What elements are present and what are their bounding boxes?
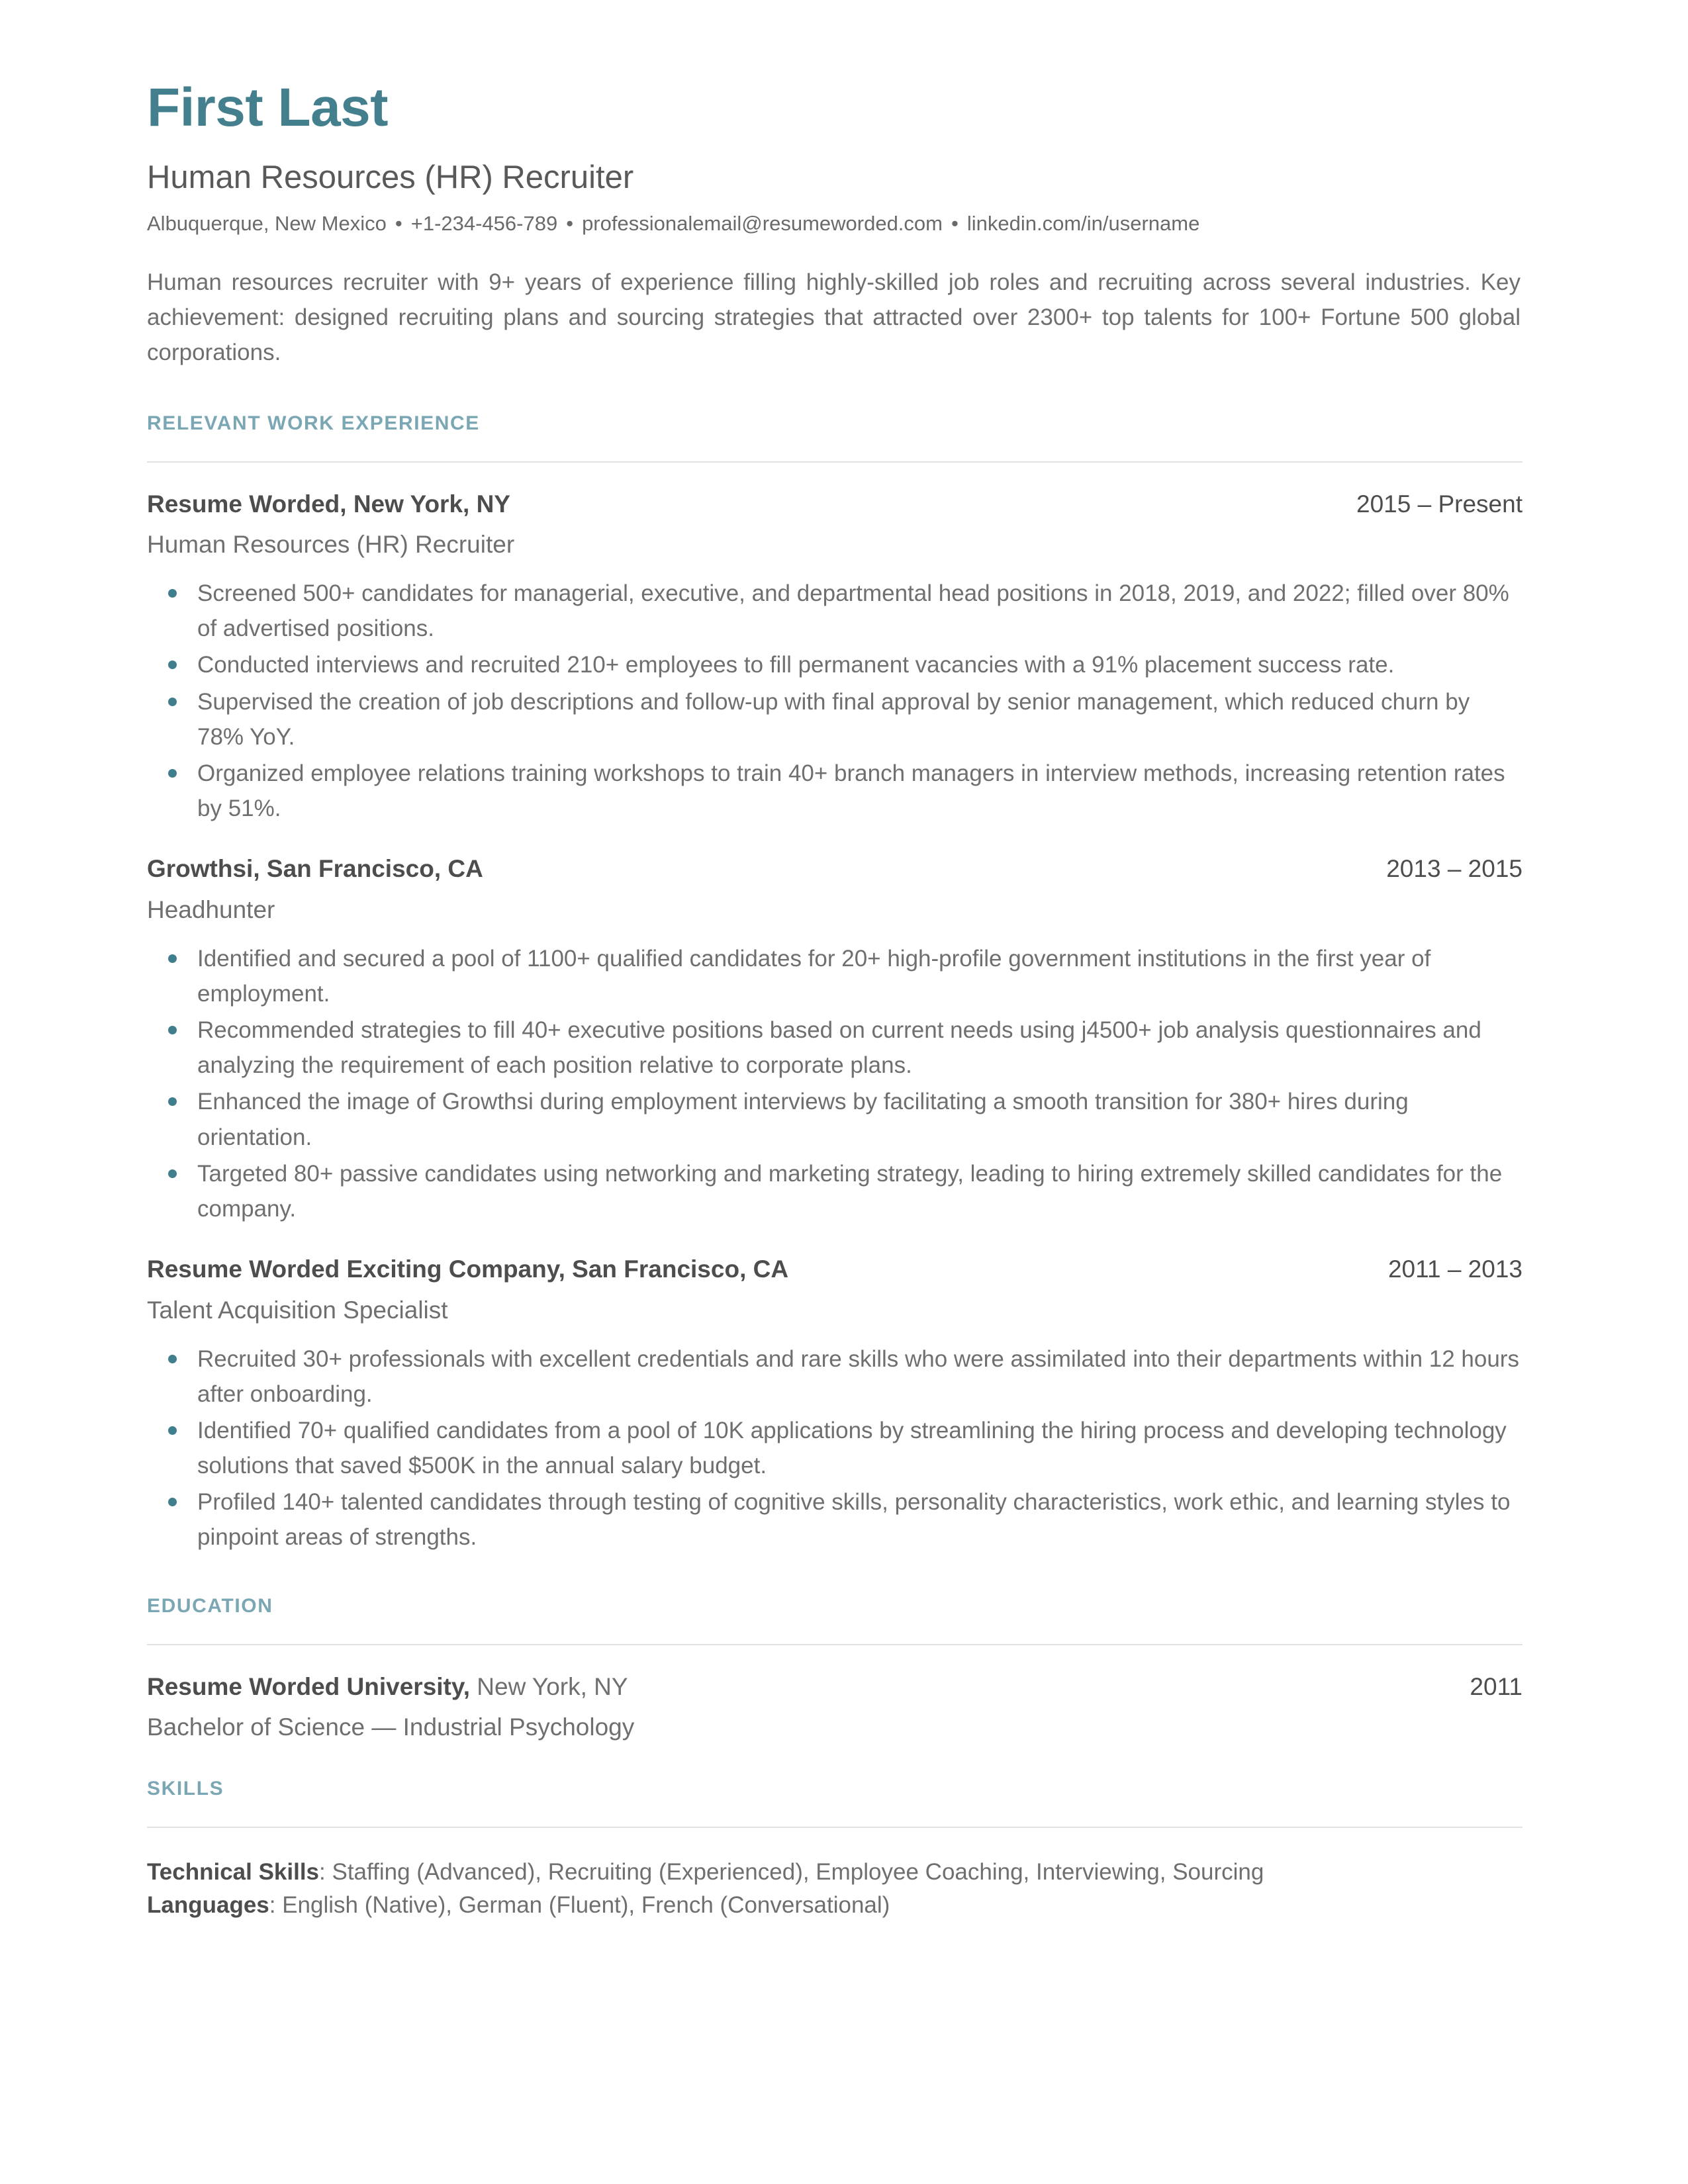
- experience-bullet-list: [147, 924, 1523, 1227]
- experience-company: Growthsi, San Francisco, CA: [147, 855, 483, 883]
- candidate-headline: Human Resources (HR) Recruiter: [147, 159, 634, 195]
- education-school: [147, 1674, 628, 1701]
- experience-company: Resume Worded Exciting Company, San Francisco, CA: [147, 1255, 789, 1283]
- bullet-dot-icon: [168, 1355, 177, 1363]
- experience-bullet-text: Enhanced the image of Growthsi during employment interviews by facilitating a smooth transition for 380+ hires during orientation.: [197, 1089, 1409, 1150]
- professional-summary: Human resources recruiter with 9+ years of experience filling highly-skilled job roles and recruiting across several industries. Key achievement: designed recruiting plans and sourcing strategies that attracted over 2300+ top talents for 100+ Fortune 500 global corporations.: [147, 269, 1521, 366]
- experience-bullet-text: Recommended strategies to fill 40+ executive positions based on current needs using j4500+ job analysis questionnaires and analyzing the requirement of each position relative to corporate plans.: [197, 1017, 1481, 1079]
- bullet-dot-icon: [168, 660, 177, 669]
- experience-bullet-list: [147, 1324, 1523, 1555]
- education-school-location: New York, NY: [470, 1672, 628, 1700]
- experience-bullet: [147, 1413, 1521, 1483]
- experience-bullet-text: Profiled 140+ talented candidates through testing of cognitive skills, personality characteristics, work ethic, and learning styles to pinpoint areas of strengths.: [197, 1489, 1511, 1551]
- experience-bullet: [147, 756, 1521, 826]
- skill-row: [147, 1889, 1523, 1922]
- experience-bullet-text: Conducted interviews and recruited 210+ employees to fill permanent vacancies with a 91% placement success rate.: [197, 652, 1395, 678]
- experience-bullet: [147, 941, 1521, 1011]
- contact-linkedin[interactable]: linkedin.com/in/username: [966, 212, 1200, 235]
- experience-dates: 2011 – 2013: [1387, 1255, 1523, 1283]
- resume-content: [147, 0, 1523, 1921]
- bullet-dot-icon: [168, 769, 177, 778]
- experience-bullet: [147, 1484, 1521, 1555]
- skill-value: : English (Native), German (Fluent), French (Conversational): [269, 1891, 890, 1918]
- bullet-dot-icon: [168, 1026, 177, 1034]
- education-year: 2011: [1470, 1672, 1523, 1700]
- contact-separator-2: •: [566, 212, 574, 235]
- experience-bullet: [147, 1342, 1521, 1412]
- experience-job-title: Headhunter: [147, 895, 275, 923]
- experience-bullet-text: Targeted 80+ passive candidates using networking and marketing strategy, leading to hiring extremely skilled candidates for the company.: [197, 1160, 1503, 1222]
- experience-bullet-text: Supervised the creation of job descriptions and follow-up with final approval by senior management, which reduced churn by 78% YoY.: [197, 688, 1470, 750]
- education-degree: Bachelor of Science — Industrial Psychology: [147, 1713, 635, 1741]
- experience-bullet-text: Organized employee relations training workshops to train 40+ branch managers in interview methods, increasing retention rates by 51%.: [197, 760, 1505, 822]
- experience-dates: 2013 – 2015: [1386, 855, 1523, 883]
- experience-job-title: Human Resources (HR) Recruiter: [147, 531, 515, 559]
- contact-phone: +1-234-456-789: [410, 212, 558, 235]
- experience-header-row: [147, 1256, 1523, 1283]
- skill-label: Technical Skills: [147, 1859, 320, 1885]
- experience-header-row: [147, 856, 1523, 883]
- contact-location: Albuquerque, New Mexico: [147, 212, 387, 235]
- experience-bullet-text: Screened 500+ candidates for managerial, executive, and departmental head positions in 2018, 2019, and 2022; filled over 80% of advertised positions.: [197, 580, 1509, 642]
- experience-entry: [147, 827, 1523, 1226]
- experience-bullet: [147, 647, 1521, 682]
- bullet-dot-icon: [168, 1498, 177, 1506]
- experience-bullet-text: Identified and secured a pool of 1100+ qualified candidates for 20+ high-profile government institutions in the first year of employment.: [197, 945, 1431, 1007]
- experience-bullet-text: Identified 70+ qualified candidates from a pool of 10K applications by streamlining the hiring process and developing technology solutions that saved $500K in the annual salary budget.: [197, 1417, 1507, 1479]
- experience-header-row: [147, 491, 1523, 518]
- contact-separator-1: •: [395, 212, 402, 235]
- skill-row: [147, 1856, 1523, 1889]
- bullet-dot-icon: [168, 1169, 177, 1178]
- education-school-name: Resume Worded University,: [147, 1672, 470, 1700]
- skill-label: Languages: [147, 1891, 269, 1918]
- experience-entry: [147, 463, 1523, 827]
- experience-bullet: [147, 684, 1521, 754]
- contact-line: [147, 194, 1523, 234]
- experience-entry: [147, 1228, 1523, 1555]
- skills-list: [147, 1828, 1523, 1921]
- experience-bullet: [147, 576, 1521, 646]
- experience-bullet: [147, 1156, 1521, 1226]
- education-header-row: [147, 1674, 1523, 1701]
- section-header-education: EDUCATION: [147, 1594, 273, 1617]
- bullet-dot-icon: [168, 589, 177, 598]
- section-header-skills: SKILLS: [147, 1778, 224, 1799]
- skill-value: : Staffing (Advanced), Recruiting (Experienced), Employee Coaching, Interviewing, Sourcing: [319, 1859, 1264, 1885]
- experience-bullet: [147, 1013, 1521, 1083]
- contact-separator-3: •: [951, 212, 959, 235]
- experience-dates: 2015 – Present: [1356, 490, 1523, 518]
- contact-email[interactable]: professionalemail@resumeworded.com: [582, 212, 943, 235]
- bullet-dot-icon: [168, 1426, 177, 1435]
- experience-job-title: Talent Acquisition Specialist: [147, 1296, 448, 1324]
- section-header-experience: RELEVANT WORK EXPERIENCE: [147, 412, 480, 434]
- education-entry: [147, 1645, 1523, 1741]
- experience-bullet-list: [147, 559, 1523, 826]
- bullet-dot-icon: [168, 698, 177, 706]
- experience-bullet-text: Recruited 30+ professionals with excellent credentials and rare skills who were assimilated into their departments within 12 hours after onboarding.: [197, 1345, 1519, 1407]
- candidate-name: First Last: [147, 77, 389, 138]
- experience-bullet: [147, 1084, 1521, 1154]
- bullet-dot-icon: [168, 954, 177, 963]
- experience-company: Resume Worded, New York, NY: [147, 490, 510, 518]
- bullet-dot-icon: [168, 1097, 177, 1106]
